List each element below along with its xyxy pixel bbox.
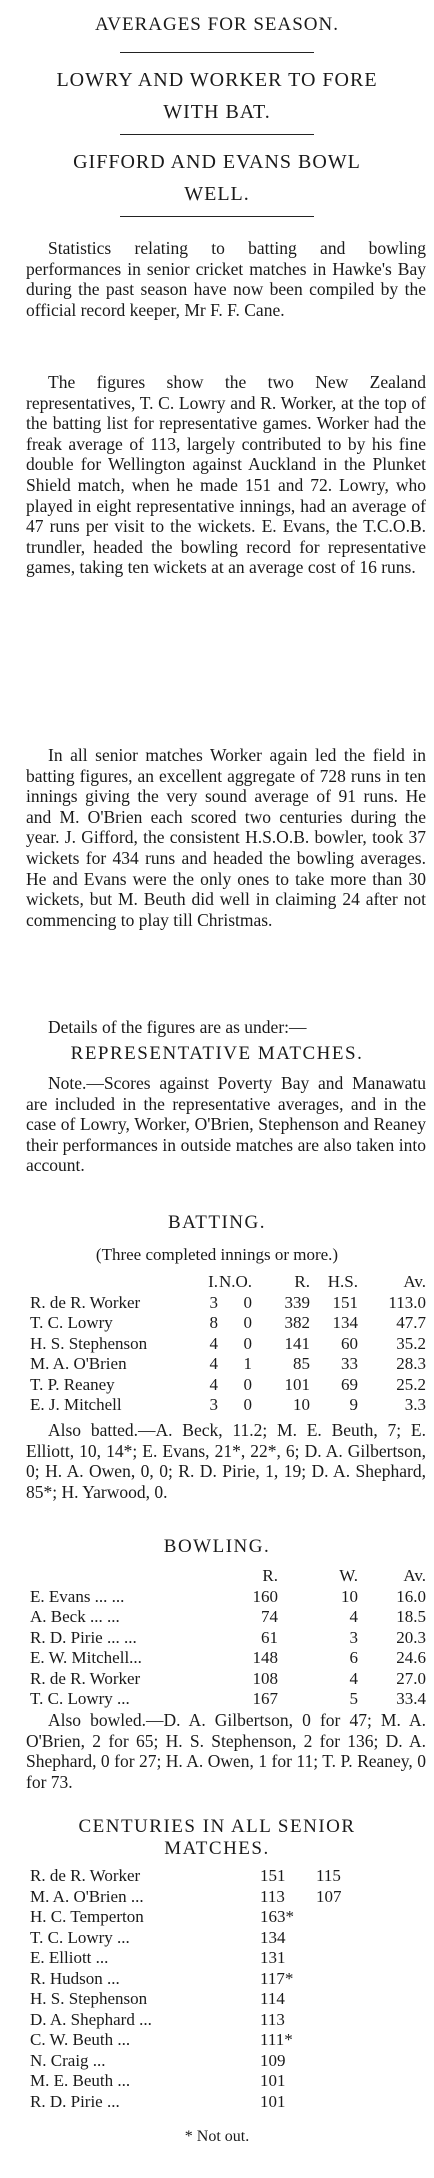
century-2: [316, 2092, 370, 2113]
century-1: 113: [260, 2009, 285, 2029]
century-2: [316, 2030, 370, 2051]
average: 25.2: [396, 1374, 426, 1394]
representatives-paragraph: The figures show the two New Zealand representatives, T. C. Lowry and R. Worker, at the top of the batting list for representative games. Worker had the freak average of 113, largely contributed to by his fine double for Wellington against Auckland in the Plunket Shield match, when he made 151 and 72. Lowry, who played in eight representative innings, had an average of 47 runs per visit to the wickets. E. Evans, the T.C.O.B. trundler, headed the bowling record for representative games, taking ten wickets at an average cost of 16 runs.: [26, 372, 426, 578]
wickets: 4: [349, 1668, 358, 1688]
average: 113.0: [388, 1292, 426, 1312]
col-runs: R.: [262, 1566, 278, 1585]
details-paragraph: Details of the figures are as under:—: [48, 1017, 307, 1037]
not-outs: 0: [243, 1313, 252, 1332]
bowling-header-row: [30, 1566, 426, 1587]
table-row: [30, 1989, 370, 2010]
player-name: R. Hudson ...: [30, 1968, 120, 1988]
century-2: 115: [316, 1866, 341, 1885]
table-row: [30, 2092, 370, 2113]
batting-table: [30, 1272, 426, 1416]
highest-score: 134: [332, 1313, 358, 1332]
runs: 101: [284, 1374, 310, 1394]
col-average: Av.: [403, 1272, 426, 1291]
player-name: T. C. Lowry: [30, 1313, 113, 1332]
not-outs: 0: [243, 1292, 252, 1312]
divider: [120, 216, 314, 217]
innings: 3: [209, 1395, 218, 1414]
table-row: [30, 1866, 370, 1887]
century-2: [316, 1989, 370, 2010]
player-name: D. A. Shephard ...: [30, 2009, 152, 2029]
century-1: 101: [260, 2071, 286, 2090]
century-2: [316, 2051, 370, 2072]
centuries-heading-line-1: CENTURIES IN ALL SENIOR: [78, 1816, 356, 1837]
note-paragraph: Note.—Scores against Poverty Bay and Manawatu are included in the representative averages, and in the case of Lowry, Worker, O'Brien, Stephenson and Reaney their performances in outside matches are also taken into account.: [26, 1073, 426, 1176]
runs: 74: [261, 1607, 278, 1626]
runs: 108: [252, 1668, 278, 1688]
divider: [120, 52, 314, 53]
highest-score: 151: [332, 1292, 358, 1312]
table-row: [30, 1293, 426, 1314]
century-1: 109: [260, 2050, 286, 2070]
century-2: [316, 1969, 370, 1990]
player-name: R. de R. Worker: [30, 1292, 141, 1312]
player-name: A. Beck ... ...: [30, 1607, 120, 1626]
not-outs: 0: [243, 1374, 252, 1394]
table-row: [30, 1669, 426, 1690]
player-name: E. J. Mitchell: [30, 1395, 122, 1414]
innings: 8: [209, 1313, 218, 1332]
average: 18.5: [396, 1607, 426, 1626]
divider: [120, 134, 314, 135]
century-1: 134: [260, 1927, 286, 1947]
also-bowled-paragraph: Also bowled.—D. A. Gilbertson, 0 for 47; M. A. O'Brien, 2 for 65; H. S. Stephenson, 2 for 136; D. A. Shephard, 0 for 27; H. A. Owen, 1 for 11; T. P. Reaney, 0 for 73.: [26, 1710, 426, 1792]
not-outs: 0: [243, 1333, 252, 1353]
player-name: H. S. Stephenson: [30, 1333, 148, 1353]
player-name: R. D. Pirie ... ...: [30, 1627, 137, 1647]
runs: 339: [284, 1292, 310, 1312]
century-2: [316, 1948, 370, 1969]
table-row: [30, 1587, 426, 1608]
intro-paragraph: Statistics relating to batting and bowling performances in senior cricket matches in Hawke's Bay during the past season have now been compiled by the official record keeper, Mr F. F. Cane.: [26, 238, 426, 320]
centuries-heading: [0, 1816, 434, 1860]
not-outs: 0: [243, 1395, 252, 1414]
player-name: E. Elliott ...: [30, 1948, 109, 1967]
runs: 141: [284, 1333, 310, 1353]
senior-matches-paragraph: In all senior matches Worker again led the field in batting figures, an excellent aggregate of 728 runs in ten innings giving the very sound average of 91 runs. He and M. O'Brien each scored two centuries during the year. J. Gifford, the consistent H.S.O.B. bowler, took 37 wickets for 434 runs and headed the bowling averages. He and Evans were the only ones to take more than 30 wickets, but M. Beuth did well in claiming 24 after not commencing to play till Christmas.: [26, 745, 426, 930]
batting-header-row: [30, 1272, 426, 1293]
century-1: 117*: [260, 1968, 294, 1988]
average: 24.6: [396, 1648, 426, 1667]
table-row: [30, 2030, 370, 2051]
wickets: 4: [349, 1607, 358, 1626]
table-row: [30, 1928, 370, 1949]
innings: 4: [209, 1333, 218, 1353]
col-not-outs: N.O.: [218, 1272, 252, 1291]
runs: 85: [293, 1354, 310, 1373]
table-row: [30, 1354, 426, 1375]
table-row: [30, 1887, 370, 1908]
player-name: C. W. Beuth ...: [30, 2030, 131, 2049]
runs: 160: [252, 1586, 278, 1606]
highest-score: 9: [349, 1395, 358, 1414]
average: 20.3: [396, 1627, 426, 1647]
table-row: [30, 1607, 426, 1628]
player-name: H. C. Temperton: [30, 1907, 144, 1926]
subheadline-1-line-1: LOWRY AND WORKER TO FORE: [56, 69, 378, 91]
player-name: M. A. O'Brien ...: [30, 1886, 144, 1906]
player-name: H. S. Stephenson: [30, 1989, 148, 2008]
representative-heading: REPRESENTATIVE MATCHES.: [70, 1043, 364, 1064]
player-name: M. A. O'Brien: [30, 1354, 127, 1373]
runs: 148: [252, 1648, 278, 1667]
table-row: [30, 2071, 370, 2092]
table-row: [30, 1689, 426, 1710]
wickets: 10: [341, 1586, 358, 1606]
batting-heading: BATTING.: [167, 1212, 267, 1233]
col-innings: I.: [208, 1272, 218, 1291]
table-row: [30, 1628, 426, 1649]
century-2: [316, 2071, 370, 2092]
century-2: [316, 1907, 370, 1928]
subheadline-2-line-1: GIFFORD AND EVANS BOWL: [73, 151, 361, 173]
wickets: 6: [349, 1648, 358, 1667]
average: 35.2: [396, 1333, 426, 1353]
player-name: R. de R. Worker: [30, 1668, 141, 1688]
batting-subheading: (Three completed innings or more.): [95, 1245, 339, 1264]
table-row: [30, 2051, 370, 2072]
subheadline-2-line-2: WELL.: [184, 183, 250, 205]
average: 28.3: [396, 1354, 426, 1373]
innings: 3: [209, 1292, 218, 1312]
bowling-table: [30, 1566, 426, 1710]
century-1: 131: [260, 1948, 286, 1967]
table-row: [30, 1395, 426, 1416]
also-batted-paragraph: Also batted.—A. Beck, 11.2; M. E. Beuth, 7; E. Elliott, 10, 14*; E. Evans, 21*, 22*, 6; D. A. Gilbertson, 0; H. A. Owen, 0, 0; R. D. Pirie, 1, 19; D. A. Shephard, 85*; H. Yarwood, 0.: [26, 1420, 426, 1502]
runs: 61: [261, 1627, 278, 1647]
average: 3.3: [404, 1395, 426, 1414]
century-2: [316, 1928, 370, 1949]
runs: 10: [293, 1395, 310, 1414]
player-name: T. P. Reaney: [30, 1374, 115, 1394]
runs: 382: [284, 1313, 310, 1332]
centuries-heading-line-2: MATCHES.: [164, 1838, 270, 1859]
bowling-heading: BOWLING.: [163, 1536, 271, 1557]
col-runs: R.: [294, 1272, 310, 1291]
average: 47.7: [396, 1313, 426, 1332]
wickets: 3: [349, 1627, 358, 1647]
player-name: N. Craig ...: [30, 2050, 106, 2070]
col-highest-score: H.S.: [327, 1272, 358, 1291]
century-1: 114: [260, 1989, 285, 2008]
century-1: 111*: [260, 2030, 293, 2049]
player-name: E. W. Mitchell...: [30, 1648, 142, 1667]
century-2: 107: [316, 1886, 342, 1906]
century-1: 151: [260, 1866, 286, 1885]
not-out-footnote: * Not out.: [184, 2128, 250, 2145]
table-row: [30, 1648, 426, 1669]
table-row: [30, 1969, 370, 1990]
headline: AVERAGES FOR SEASON.: [94, 14, 339, 35]
player-name: E. Evans ... ...: [30, 1586, 125, 1606]
table-row: [30, 2010, 370, 2031]
subheadline-1-line-2: WITH BAT.: [163, 101, 271, 123]
highest-score: 69: [341, 1374, 358, 1394]
century-2: [316, 2010, 370, 2031]
runs: 167: [252, 1689, 278, 1708]
subheadline-2: [0, 146, 434, 210]
average: 27.0: [396, 1668, 426, 1688]
table-row: [30, 1313, 426, 1334]
highest-score: 33: [341, 1354, 358, 1373]
table-row: [30, 1948, 370, 1969]
col-wickets: W.: [339, 1566, 358, 1585]
centuries-table: [30, 1866, 370, 2112]
century-1: 163*: [260, 1907, 294, 1926]
player-name: T. C. Lowry ...: [30, 1927, 130, 1947]
highest-score: 60: [341, 1333, 358, 1353]
col-average: Av.: [403, 1566, 426, 1585]
player-name: M. E. Beuth ...: [30, 2071, 131, 2090]
average: 33.4: [396, 1689, 426, 1708]
average: 16.0: [396, 1586, 426, 1606]
player-name: T. C. Lowry ...: [30, 1689, 130, 1708]
century-1: 113: [260, 1886, 285, 1906]
wickets: 5: [349, 1689, 358, 1708]
century-1: 101: [260, 2091, 286, 2111]
table-row: [30, 1375, 426, 1396]
table-row: [30, 1907, 370, 1928]
innings: 4: [209, 1374, 218, 1394]
innings: 4: [209, 1354, 218, 1373]
table-row: [30, 1334, 426, 1355]
player-name: R. D. Pirie ...: [30, 2091, 120, 2111]
not-outs: 1: [243, 1354, 252, 1373]
subheadline-1: [0, 64, 434, 128]
player-name: R. de R. Worker: [30, 1866, 141, 1885]
